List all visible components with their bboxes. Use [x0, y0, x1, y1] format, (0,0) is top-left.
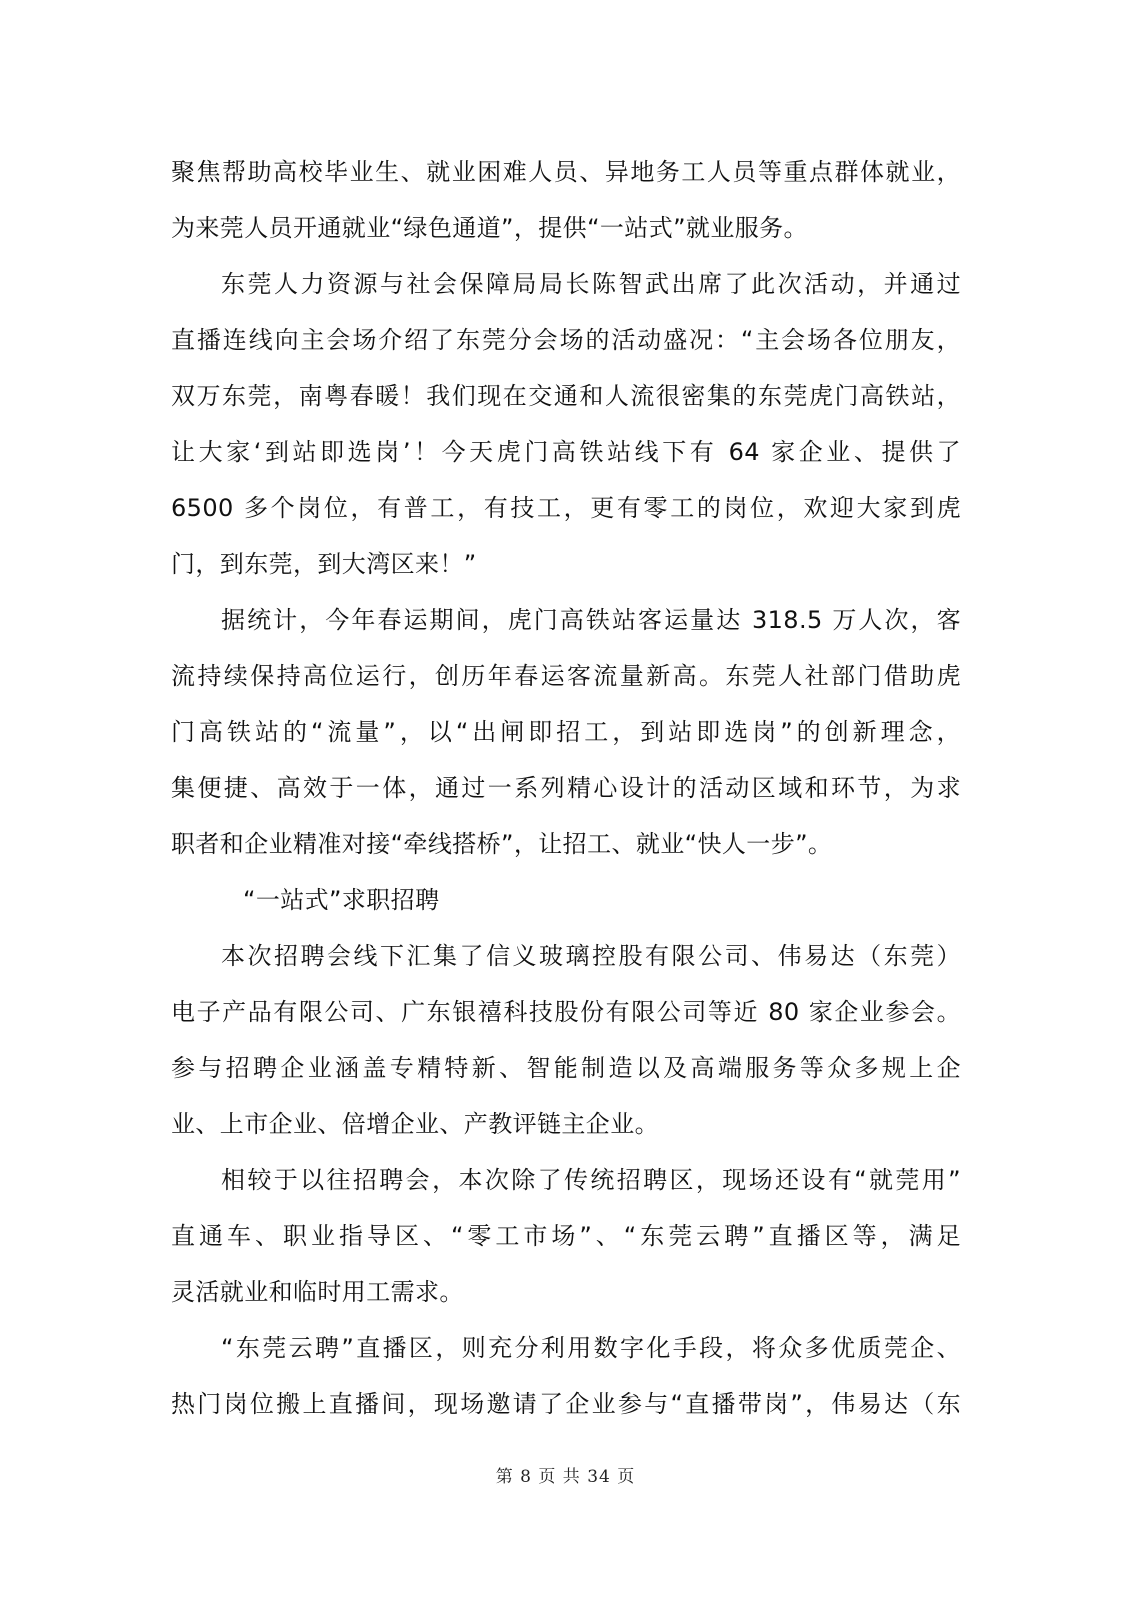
paragraph-line: 电子产品有限公司、广东银禧科技股份有限公司等近 80 家企业参会。 — [171, 998, 961, 1026]
paragraph-line: 东莞人力资源与社会保障局局长陈智武出席了此次活动，并通过 — [221, 270, 961, 298]
paragraph-line: 据统计，今年春运期间，虎门高铁站客运量达 318.5 万人次，客 — [221, 606, 961, 634]
paragraph-line: 让大家‘到站即选岗’！今天虎门高铁站线下有 64 家企业、提供了 — [171, 438, 961, 466]
paragraph-line: 为来莞人员开通就业“绿色通道”，提供“一站式”就业服务。 — [171, 214, 808, 242]
paragraph-line: 门，到东莞，到大湾区来！” — [171, 550, 477, 578]
paragraph-line: 参与招聘企业涵盖专精特新、智能制造以及高端服务等众多规上企 — [171, 1054, 961, 1082]
paragraph-line: 门高铁站的“流量”，以“出闸即招工，到站即选岗”的创新理念， — [171, 718, 961, 746]
paragraph-line: “东莞云聘”直播区，则充分利用数字化手段，将众多优质莞企、 — [221, 1334, 961, 1362]
paragraph-line: 聚焦帮助高校毕业生、就业困难人员、异地务工人员等重点群体就业， — [171, 158, 961, 186]
paragraph-line: 流持续保持高位运行，创历年春运客流量新高。东莞人社部门借助虎 — [171, 662, 961, 690]
paragraph-line: 灵活就业和临时用工需求。 — [171, 1278, 464, 1306]
paragraph-line: 本次招聘会线下汇集了信义玻璃控股有限公司、伟易达（东莞） — [221, 942, 961, 970]
paragraph-line: 集便捷、高效于一体，通过一系列精心设计的活动区域和环节，为求 — [171, 774, 961, 802]
section-heading: “一站式”求职招聘 — [243, 886, 440, 914]
paragraph-line: 直播连线向主会场介绍了东莞分会场的活动盛况：“主会场各位朋友， — [171, 326, 961, 354]
paragraph-line: 热门岗位搬上直播间，现场邀请了企业参与“直播带岗”，伟易达（东 — [171, 1390, 961, 1418]
paragraph-line: 6500 多个岗位，有普工，有技工，更有零工的岗位，欢迎大家到虎 — [171, 494, 961, 522]
paragraph-line: 双万东莞，南粤春暖！我们现在交通和人流很密集的东莞虎门高铁站， — [171, 382, 961, 410]
paragraph-line: 直通车、职业指导区、“零工市场”、“东莞云聘”直播区等，满足 — [171, 1222, 961, 1250]
page-number-footer: 第 8 页 共 34 页 — [495, 1467, 636, 1487]
body-text — [171, 144, 961, 1432]
paragraph-line: 职者和企业精准对接“牵线搭桥”，让招工、就业“快人一步”。 — [171, 830, 833, 858]
paragraph-line: 相较于以往招聘会，本次除了传统招聘区，现场还设有“就莞用” — [221, 1166, 961, 1194]
paragraph-line: 业、上市企业、倍增企业、产教评链主企业。 — [171, 1110, 659, 1138]
